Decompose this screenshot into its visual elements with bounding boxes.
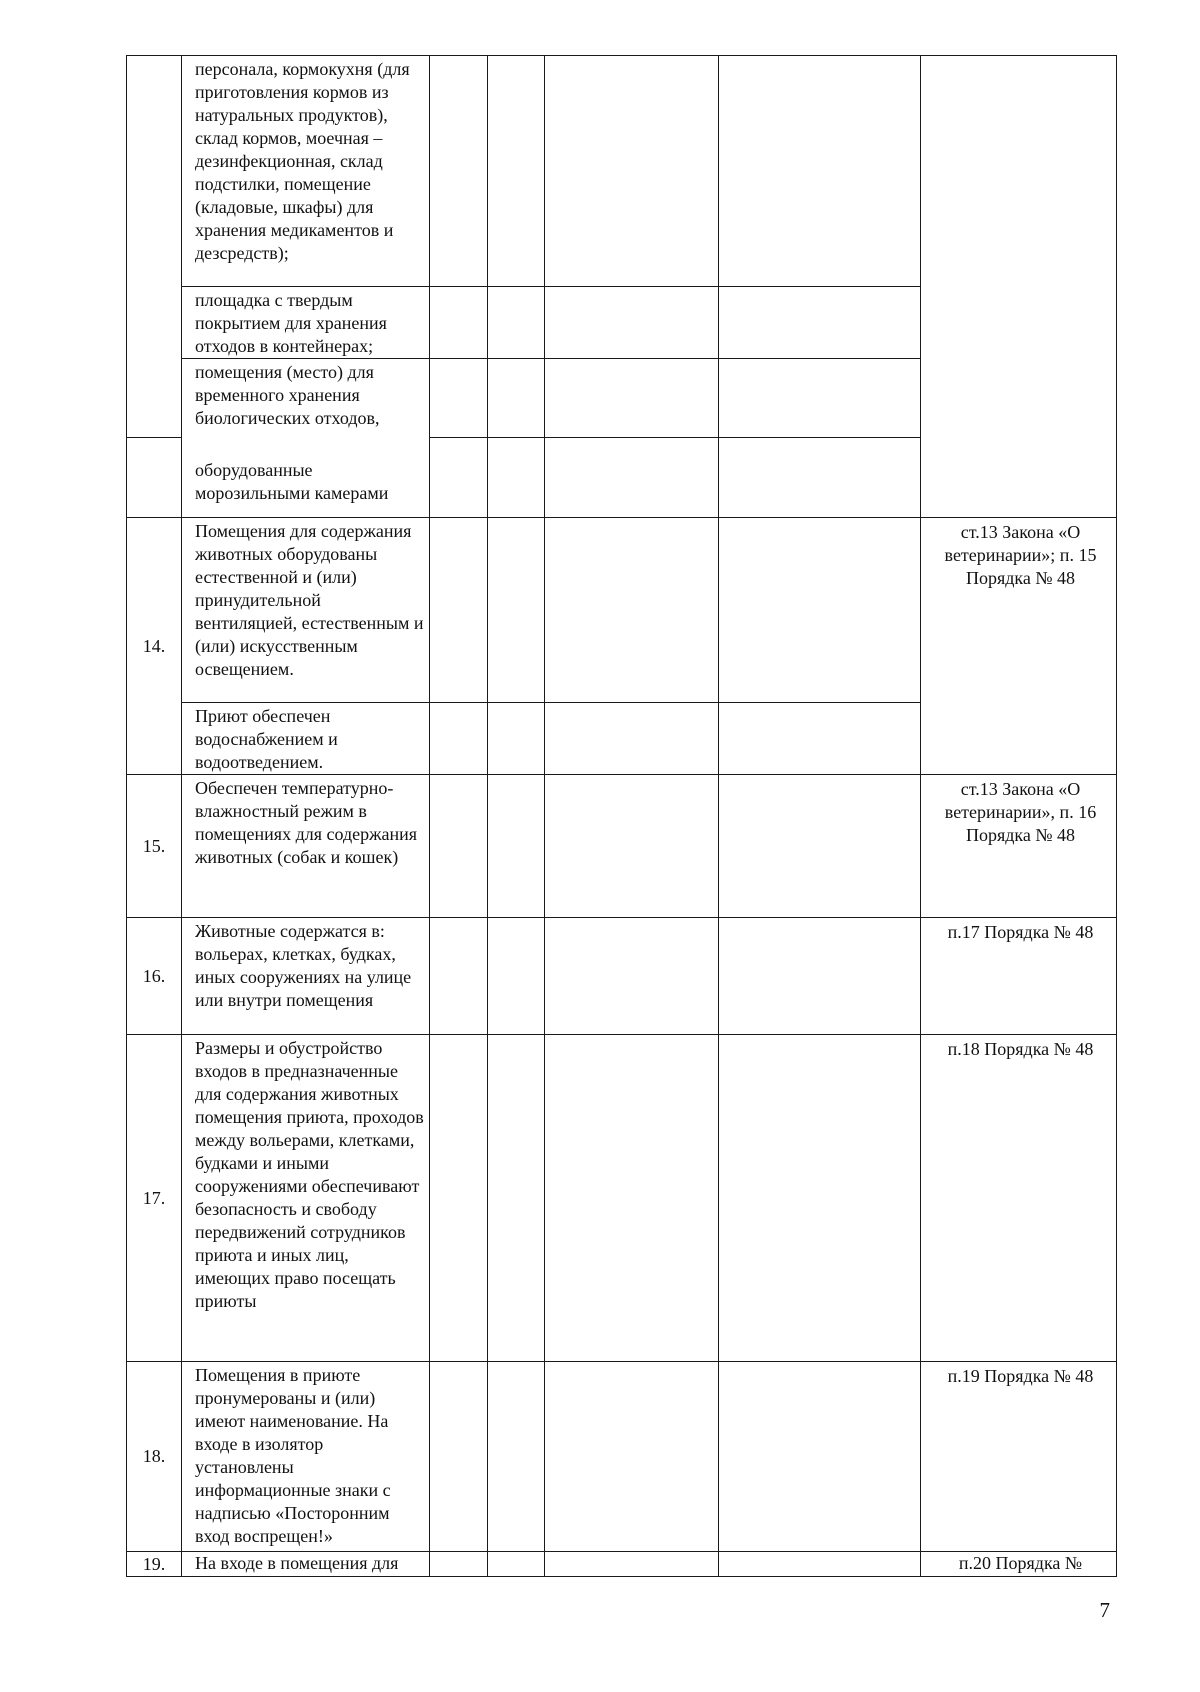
answer-cell — [488, 1552, 545, 1577]
answer-cell — [488, 287, 545, 359]
answer-cell — [719, 1552, 921, 1577]
requirement-cell: На входе в помещения для — [182, 1552, 430, 1577]
reference-cell: п.18 Порядка № 48 — [921, 1035, 1117, 1362]
page-number: 7 — [1099, 1598, 1110, 1622]
answer-cell — [430, 287, 488, 359]
table-row — [127, 1552, 1117, 1577]
item-number: 19. — [127, 1552, 182, 1577]
requirement-cell: персонала, кормокухня (для приготовления кормов из натуральных продуктов), склад кормов, моечная – дезинфекционная, склад подстилки, помещение (кладовые, шкафы) для хранения медикаментов и дезсредств); — [182, 56, 430, 287]
item-number: 15. — [127, 775, 182, 918]
answer-cell — [545, 703, 719, 775]
answer-cell — [719, 518, 921, 703]
reference-cell: ст.13 Закона «О ветеринарии», п. 16 Порядка № 48 — [921, 775, 1117, 918]
answer-cell — [430, 918, 488, 1035]
requirement-cell: Приют обеспечен водоснабжением и водоотведением. — [182, 703, 430, 775]
answer-cell — [430, 1035, 488, 1362]
answer-cell — [719, 775, 921, 918]
answer-cell — [488, 918, 545, 1035]
answer-cell — [719, 438, 921, 518]
answer-cell — [488, 1362, 545, 1552]
reference-cell: п.17 Порядка № 48 — [921, 918, 1117, 1035]
requirement-cell: Животные содержатся в: вольерах, клетках, будках, иных сооружениях на улице или внутри помещения — [182, 918, 430, 1035]
answer-cell — [488, 703, 545, 775]
answer-cell — [488, 518, 545, 703]
requirement-cell: оборудованные морозильными камерами — [182, 438, 430, 518]
table-row — [127, 518, 1117, 703]
answer-cell — [545, 1552, 719, 1577]
reference-cell: п.20 Порядка № — [921, 1552, 1117, 1577]
table-row — [127, 775, 1117, 918]
table-row — [127, 1362, 1117, 1552]
answer-cell — [545, 518, 719, 703]
answer-cell — [488, 775, 545, 918]
table-row — [127, 1035, 1117, 1362]
answer-cell — [545, 1362, 719, 1552]
answer-cell — [488, 1035, 545, 1362]
reference-cell: п.19 Порядка № 48 — [921, 1362, 1117, 1552]
answer-cell — [430, 1362, 488, 1552]
requirement-cell: площадка с твердым покрытием для хранения отходов в контейнерах; — [182, 287, 430, 359]
answer-cell — [545, 918, 719, 1035]
answer-cell — [430, 359, 488, 438]
item-number: 14. — [127, 518, 182, 775]
item-number: 18. — [127, 1362, 182, 1552]
answer-cell — [488, 438, 545, 518]
answer-cell — [488, 56, 545, 287]
requirement-cell: Обеспечен температурно-влажностный режим в помещениях для содержания животных (собак и кошек) — [182, 775, 430, 918]
answer-cell — [719, 56, 921, 287]
table-row — [127, 918, 1117, 1035]
answer-cell — [430, 518, 488, 703]
table-row-continuation — [127, 56, 1117, 287]
requirement-cell: Помещения для содержания животных оборудованы естественной и (или) принудительной вентиляцией, естественным и (или) искусственным освещением. — [182, 518, 430, 703]
requirement-cell: Помещения в приюте пронумерованы и (или) имеют наименование. На входе в изолятор установлены информационные знаки с надписью «Посторонним вход воспрещен!» — [182, 1362, 430, 1552]
requirement-cell: Размеры и обустройство входов в предназначенные для содержания животных помещения приюта, проходов между вольерами, клетками, будками и иными сооружениями обеспечивают безопасность и свободу передвижений сотрудников приюта и иных лиц, имеющих право посещать приюты — [182, 1035, 430, 1362]
answer-cell — [430, 56, 488, 287]
reference-cell: ст.13 Закона «О ветеринарии»; п. 15 Порядка № 48 — [921, 518, 1117, 775]
answer-cell — [719, 359, 921, 438]
number-cell-empty — [127, 438, 182, 518]
item-number: 16. — [127, 918, 182, 1035]
answer-cell — [545, 56, 719, 287]
answer-cell — [719, 703, 921, 775]
answer-cell — [488, 359, 545, 438]
answer-cell — [430, 775, 488, 918]
reference-cell-empty — [921, 56, 1117, 518]
answer-cell — [719, 1362, 921, 1552]
number-cell-empty — [127, 56, 182, 438]
requirement-cell: помещения (место) для временного хранения биологических отходов, — [182, 359, 430, 438]
answer-cell — [719, 1035, 921, 1362]
answer-cell — [545, 775, 719, 918]
answer-cell — [545, 359, 719, 438]
answer-cell — [719, 287, 921, 359]
answer-cell — [719, 918, 921, 1035]
answer-cell — [430, 438, 488, 518]
item-number: 17. — [127, 1035, 182, 1362]
answer-cell — [545, 438, 719, 518]
answer-cell — [545, 1035, 719, 1362]
answer-cell — [430, 1552, 488, 1577]
answer-cell — [545, 287, 719, 359]
answer-cell — [430, 703, 488, 775]
checklist-table — [126, 55, 1117, 1577]
